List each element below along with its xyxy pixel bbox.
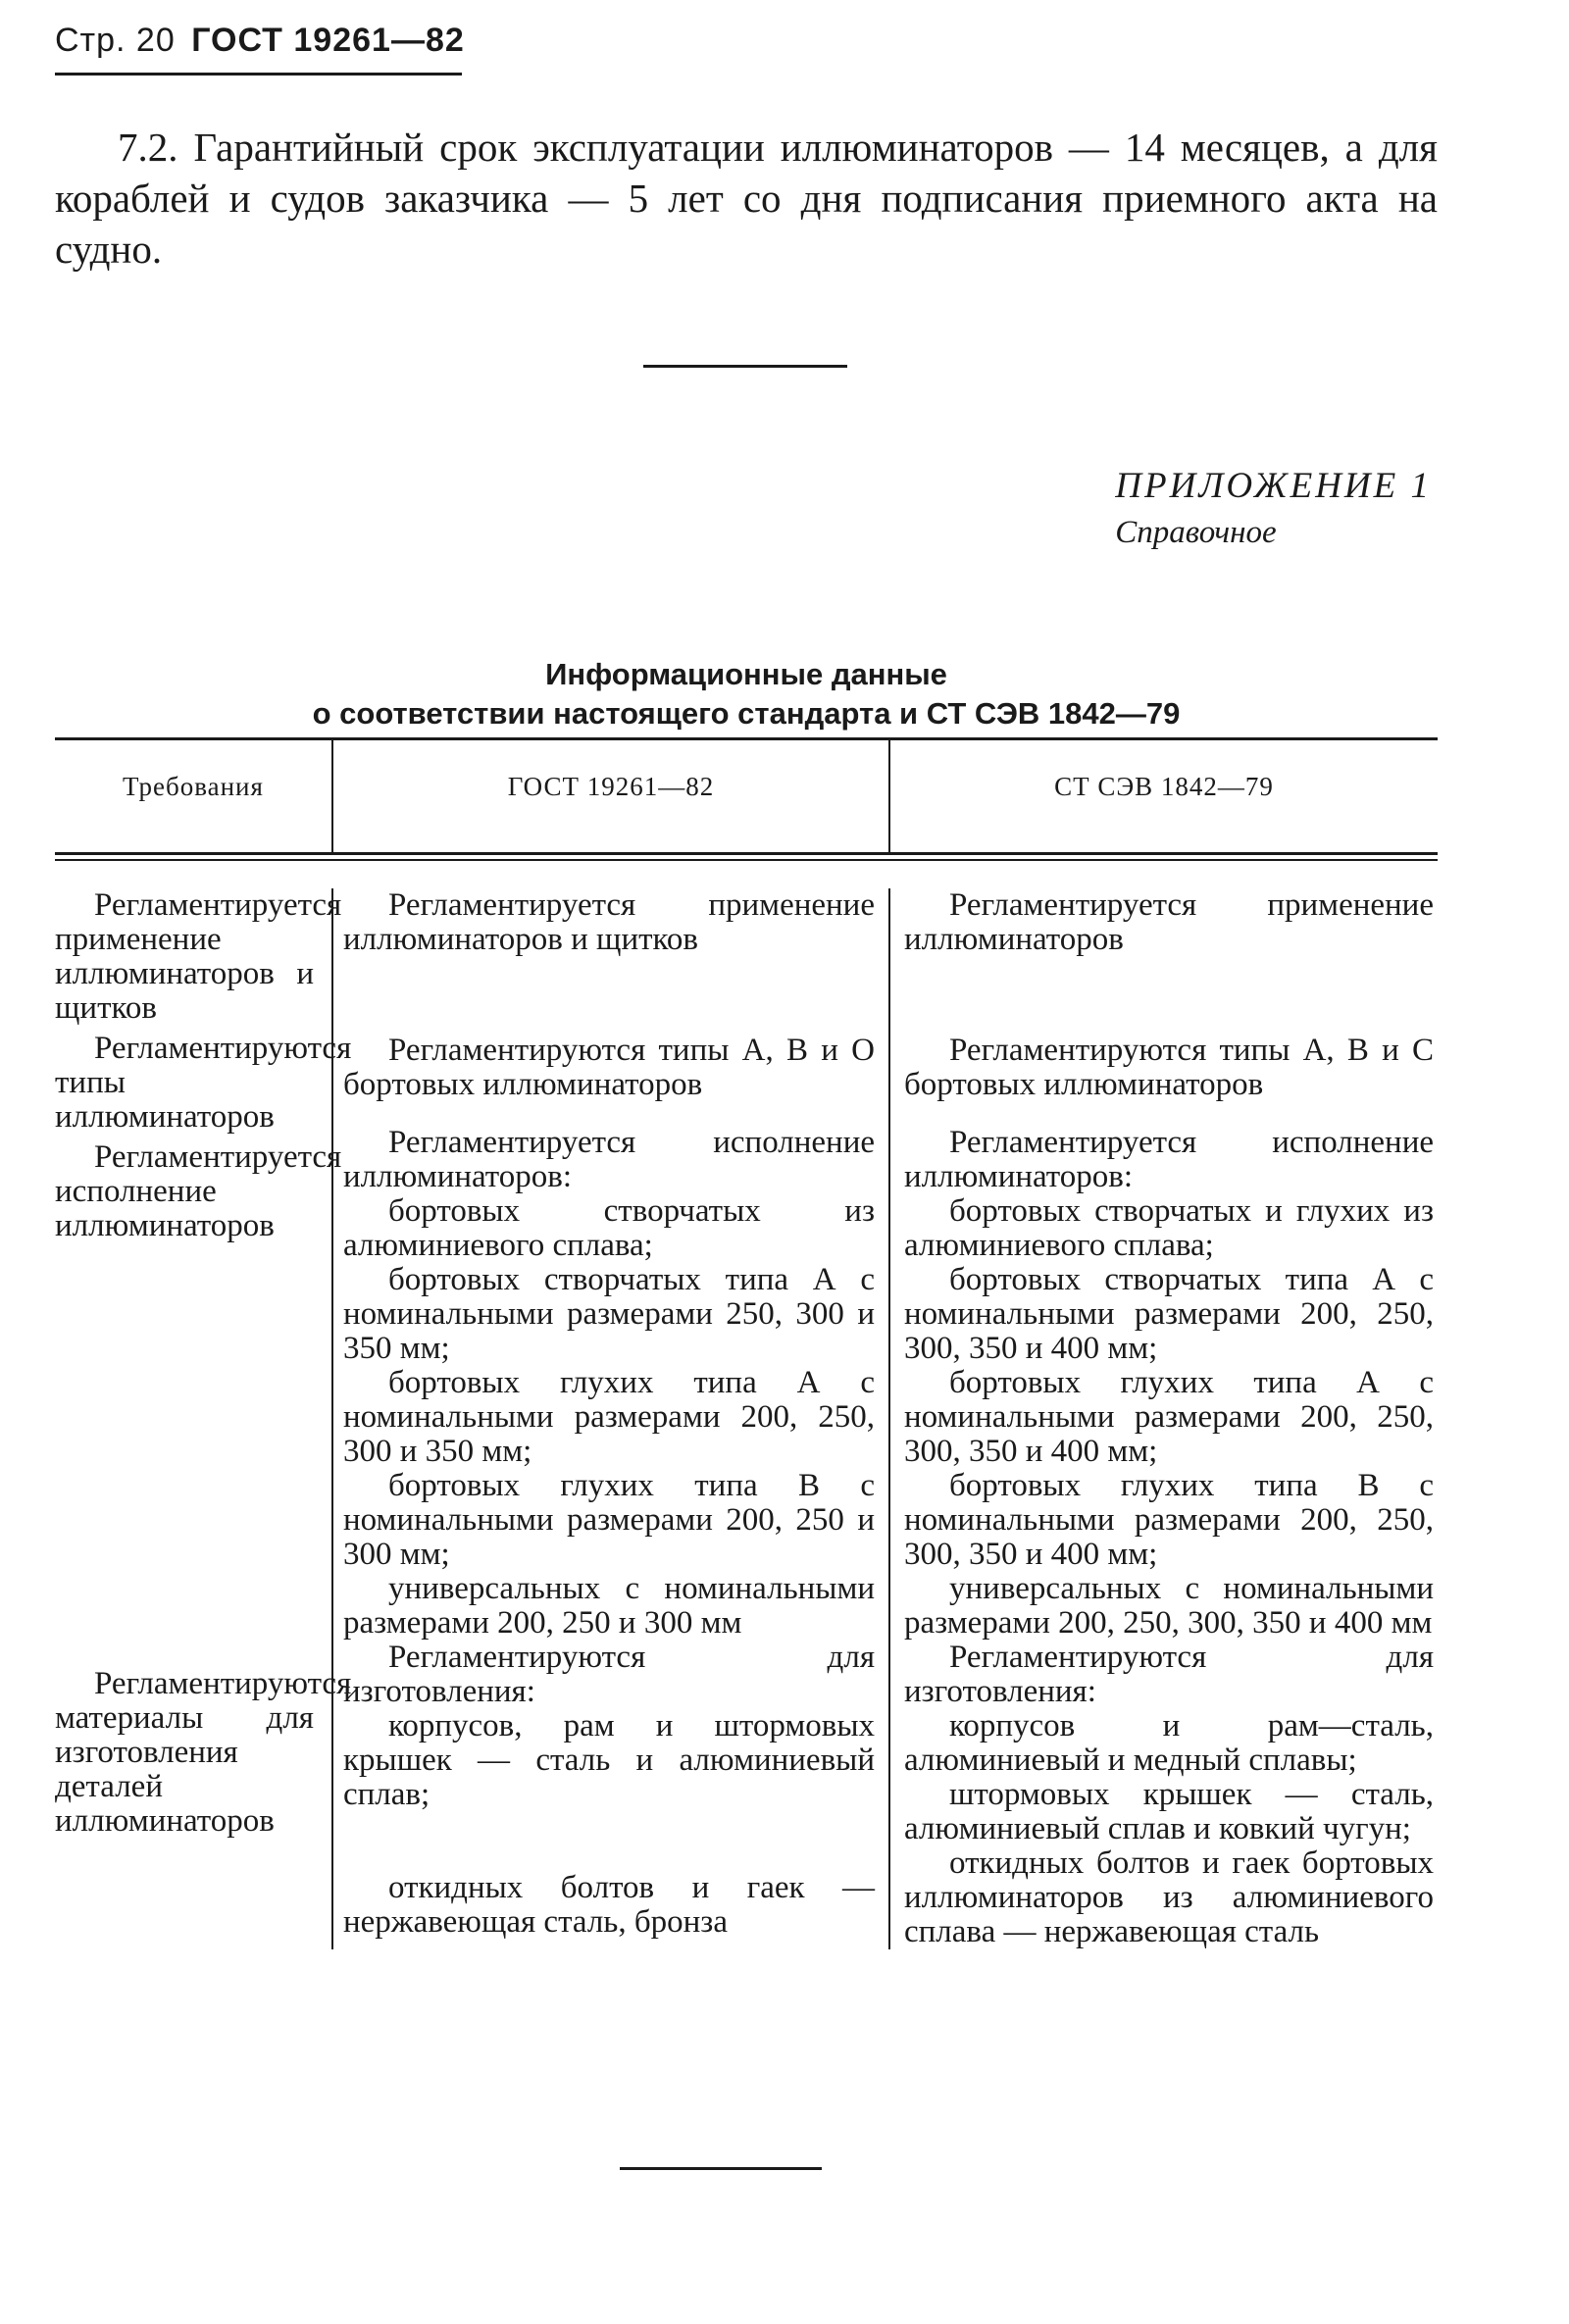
gost-cell-text: Регламентируется применение иллюминаторов и щитков (343, 887, 875, 957)
sev-cell-text: Регламентируются для изготовления: (904, 1640, 1434, 1709)
sev-cell-text: универсальных с номинальными размерами 200, 250, 300, 350 и 400 мм (904, 1571, 1434, 1641)
sev-cell-text: бортовых глухих типа А с номинальными размерами 200, 250, 300, 350 и 400 мм; (904, 1365, 1434, 1469)
page-header (55, 22, 465, 60)
sev-cell-text: откидных болтов и гаек бортовых иллюминаторов из алюминиевого сплава — нержавеющая сталь (904, 1845, 1434, 1949)
header-requirements: Требования (123, 771, 264, 801)
info-title (55, 655, 1438, 733)
requirement-cell: Регламентируется исполнение иллюминаторов (55, 1139, 342, 1243)
sev-cell-text: корпусов и рам—сталь, алюминиевый и медный сплавы; (904, 1708, 1434, 1778)
sev-cell-text: бортовых створчатых типа А с номинальными размерами 200, 250, 300, 350 и 400 мм; (904, 1262, 1434, 1366)
gost-cell-text: Регламентируется исполнение иллюминаторов: (343, 1125, 875, 1194)
header-rule (55, 73, 462, 76)
appendix-heading (1115, 465, 1432, 551)
sev-cell-text: бортовых створчатых и глухих из алюминиевого сплава; (904, 1193, 1434, 1263)
table-body (55, 861, 1438, 1949)
gost-cell-text: Регламентируются для изготовления: (343, 1640, 875, 1709)
page-label: Стр. 20 (55, 22, 176, 59)
appendix-title: ПРИЛОЖЕНИЕ 1 (1115, 466, 1432, 506)
header-sev: СТ СЭВ 1842—79 (888, 740, 1438, 852)
appendix-subtitle: Справочное (1115, 515, 1277, 550)
gost-cell-text: бортовых глухих типа В с номинальными размерами 200, 250 и 300 мм; (343, 1468, 875, 1572)
requirement-cell: Регламентируются материалы для изготовления деталей иллюминаторов (55, 1666, 352, 1839)
section-7-2-paragraph: 7.2. Гарантийный срок эксплуатации иллюминаторов — 14 месяцев, а для кораблей и судов заказчика — 5 лет со дня подписания приемного акта на судно. (55, 125, 1438, 272)
sev-cell-text: Регламентируется исполнение иллюминаторов: (904, 1125, 1434, 1194)
gost-cell-text: универсальных с номинальными размерами 200, 250 и 300 мм (343, 1571, 875, 1641)
gost-cell-text: откидных болтов и гаек — нержавеющая сталь, бронза (343, 1870, 875, 1940)
standard-code: ГОСТ 19261—82 (191, 22, 465, 59)
table-header-rule-1 (55, 852, 1438, 855)
requirement-cell: Регламентируются типы иллюминаторов (55, 1031, 352, 1135)
info-title-line-1: Информационные данные (545, 657, 947, 691)
column-gost (331, 888, 888, 1949)
section-divider (643, 365, 847, 368)
info-title-line-2: о соответствии настоящего стандарта и СТ СЭВ 1842—79 (312, 696, 1181, 731)
header-gost: ГОСТ 19261—82 (331, 740, 888, 852)
requirement-cell: Регламентируется применение иллюминаторов и щитков (55, 887, 342, 1026)
column-sev (888, 888, 1438, 1949)
gost-cell-text: бортовых глухих типа А с номинальными размерами 200, 250, 300 и 350 мм; (343, 1365, 875, 1469)
comparison-table (55, 737, 1438, 1949)
gost-cell-text: бортовых створчатых из алюминиевого сплава; (343, 1193, 875, 1263)
gost-cell-text: Регламентируются типы А, В и О бортовых иллюминаторов (343, 1033, 875, 1102)
end-divider (620, 2167, 822, 2170)
sev-cell-text: Регламентируется применение иллюминаторов (904, 887, 1434, 957)
table-header-row (55, 740, 1438, 852)
sev-cell-text: Регламентируются типы А, В и С бортовых иллюминаторов (904, 1033, 1434, 1102)
column-requirements (55, 887, 352, 1949)
gost-cell-text: корпусов, рам и штормовых крышек — сталь и алюминиевый сплав; (343, 1708, 875, 1812)
sev-cell-text: бортовых глухих типа В с номинальными размерами 200, 250, 300, 350 и 400 мм; (904, 1468, 1434, 1572)
gost-cell-text: бортовых створчатых типа А с номинальными размерами 250, 300 и 350 мм; (343, 1262, 875, 1366)
sev-cell-text: штормовых крышек — сталь, алюминиевый сплав и ковкий чугун; (904, 1777, 1434, 1846)
